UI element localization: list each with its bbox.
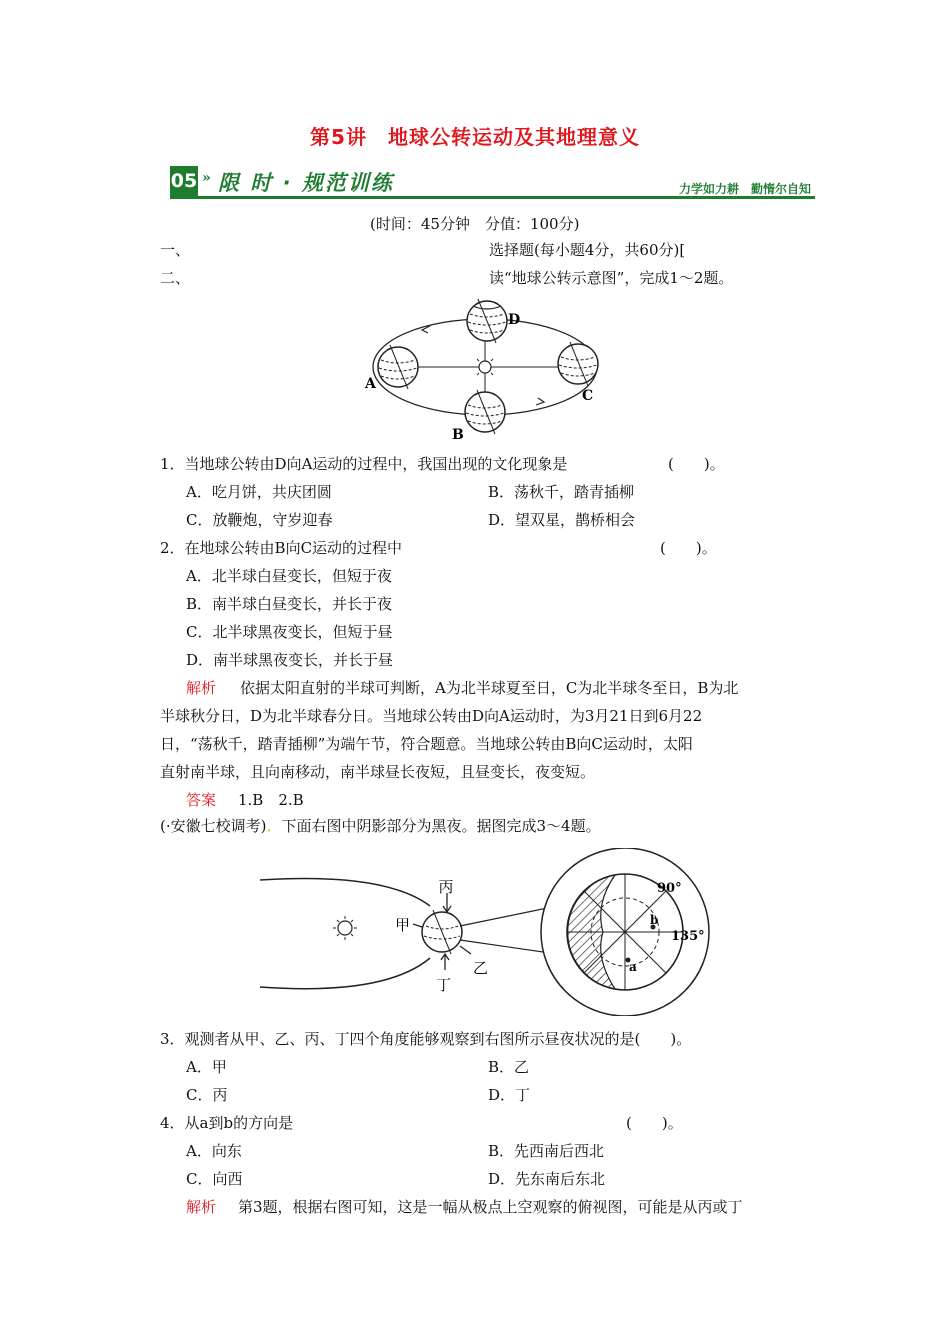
q2-blank: ( )。 bbox=[660, 539, 717, 557]
banner-heading: 限 时 · 规范训练 bbox=[218, 171, 394, 195]
analysis2-label: 解析 bbox=[186, 1198, 217, 1216]
figure1-label-c: C bbox=[582, 388, 594, 404]
label-yi: 乙 bbox=[473, 959, 489, 977]
intro34-dot: ． bbox=[266, 817, 282, 835]
globe-c-icon bbox=[558, 342, 598, 386]
q2-option-a: A．北半球白昼变长，但短于夜 bbox=[186, 567, 392, 585]
q2-option-d: D．南半球黑夜变长，并长于昼 bbox=[186, 651, 394, 669]
q4-option-b: B．先西南后西北 bbox=[488, 1142, 605, 1160]
q4-option-c: C．向西 bbox=[186, 1170, 243, 1188]
globe-a-icon bbox=[378, 345, 418, 389]
q4-blank: ( )。 bbox=[626, 1114, 683, 1132]
q4-stem: 4．从a到b的方向是 bbox=[160, 1114, 294, 1132]
q3-stem: 3．观测者从甲、乙、丙、丁四个角度能够观察到右图所示昼夜状况的是( )。 bbox=[160, 1030, 692, 1048]
analysis2-text: 第3题，根据右图可知，这是一幅从极点上空观察的俯视图，可能是从丙或丁 bbox=[238, 1198, 743, 1216]
label-135: 135° bbox=[671, 929, 705, 944]
earth-small-icon bbox=[422, 910, 462, 954]
q2-stem: 2．在地球公转由B向C运动的过程中 bbox=[160, 539, 403, 557]
label-b: b bbox=[650, 913, 659, 927]
intro34-text bbox=[160, 815, 601, 836]
analysis1-line-2: 半球秋分日，D为北半球春分日。当地球公转由D向A运动时，为3月21日到6月22 bbox=[160, 707, 703, 725]
intro34-source: (·安徽七校调考) bbox=[160, 817, 267, 835]
q1-blank: ( )。 bbox=[668, 455, 725, 473]
intro34-body: 下面右图中阴影部分为黑夜。据图完成3～4题。 bbox=[281, 817, 601, 835]
q1-option-a: A．吃月饼，共庆团圆 bbox=[186, 483, 332, 501]
section-banner bbox=[170, 166, 815, 202]
banner-rule bbox=[170, 196, 815, 199]
q3-option-a: A．甲 bbox=[186, 1058, 227, 1076]
day-night-diagram bbox=[255, 848, 715, 1016]
q2-option-c: C．北半球黑夜变长，但短于昼 bbox=[186, 623, 393, 641]
figure1-label-b: B bbox=[452, 427, 464, 442]
exam-meta: (时间：45分钟 分值：100分) bbox=[370, 215, 580, 233]
page-title: 第5讲 地球公转运动及其地理意义 bbox=[310, 125, 640, 149]
banner-motto: 力学如力耕 勤惰尔自知 bbox=[678, 182, 811, 196]
q3-option-b: B．乙 bbox=[488, 1058, 530, 1076]
label-90: 90° bbox=[657, 881, 682, 896]
answer1-label: 答案 bbox=[186, 791, 217, 809]
q1-option-b: B．荡秋千，踏青插柳 bbox=[488, 483, 635, 501]
section2-text: 读“地球公转示意图”，完成1～2题。 bbox=[489, 269, 734, 287]
q2-option-b: B．南半球白昼变长，并长于夜 bbox=[186, 595, 393, 613]
q4-option-a: A．向东 bbox=[186, 1142, 242, 1160]
banner-arrow-icon: » bbox=[202, 170, 211, 186]
label-ding: 丁 bbox=[436, 976, 452, 994]
q3-option-d: D．丁 bbox=[488, 1086, 531, 1104]
section1-index: 一、 bbox=[160, 241, 191, 259]
globe-b-icon bbox=[465, 390, 505, 434]
analysis1-label: 解析 bbox=[186, 679, 217, 697]
analysis1-line-3: 日，“荡秋千，踏青插柳”为端午节，符合题意。当地球公转由B向C运动时，太阳 bbox=[160, 735, 693, 753]
q1-option-c: C．放鞭炮，守岁迎春 bbox=[186, 511, 333, 529]
sun-icon bbox=[333, 916, 357, 940]
q1-option-d: D．望双星，鹊桥相会 bbox=[488, 511, 636, 529]
q4-option-d: D．先东南后东北 bbox=[488, 1170, 606, 1188]
section2-index: 二、 bbox=[160, 269, 191, 287]
section1-text: 选择题(每小题4分，共60分)[ bbox=[489, 241, 686, 259]
answer1-text: 1.B 2.B bbox=[238, 791, 304, 809]
analysis1-line-4: 直射南半球，且向南移动，南半球昼长夜短，且昼变长，夜变短。 bbox=[160, 763, 596, 781]
q3-option-c: C．丙 bbox=[186, 1086, 228, 1104]
figure1-label-d: D bbox=[508, 312, 521, 328]
figure1-label-a: A bbox=[365, 376, 376, 392]
analysis1-line-1: 依据太阳直射的半球可判断，A为北半球夏至日，C为北半球冬至日，B为北 bbox=[240, 679, 739, 697]
banner-number: 05 bbox=[170, 166, 198, 196]
q1-stem: 1．当地球公转由D向A运动的过程中，我国出现的文化现象是 bbox=[160, 455, 568, 473]
label-bing: 丙 bbox=[438, 878, 454, 896]
label-a: a bbox=[629, 960, 637, 974]
label-jia: 甲 bbox=[395, 916, 411, 934]
globe-d-icon bbox=[467, 299, 507, 343]
revolution-diagram bbox=[360, 292, 610, 442]
